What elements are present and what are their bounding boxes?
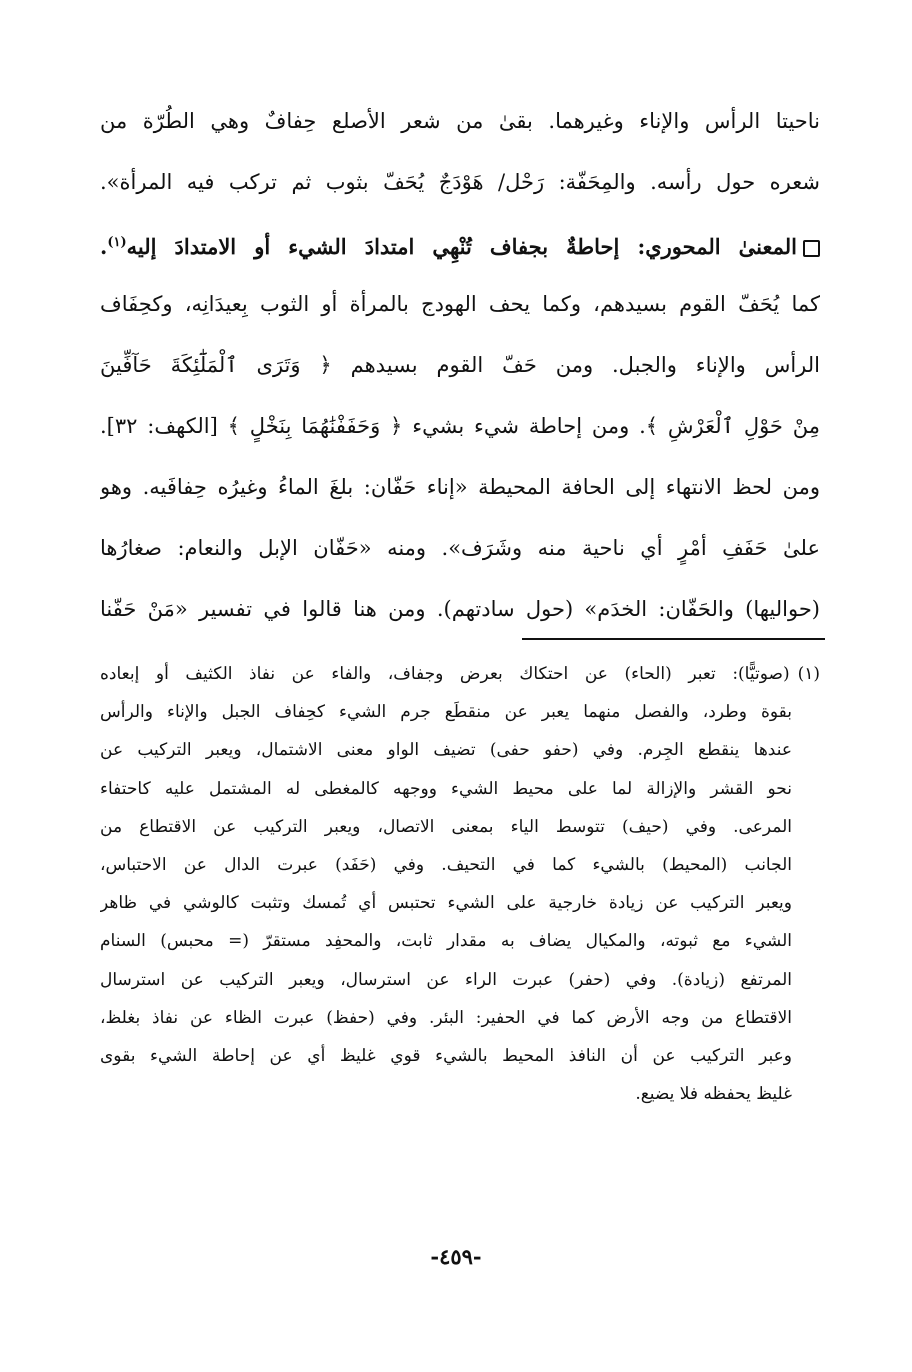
heading-label: المعنىٰ المحوري: <box>637 234 797 259</box>
main-line-4: الرأس والإناء والجبل. ومن حَفّ القوم بسيدهم ﴿ وَتَرَى ٱلْمَلَٰٓئِكَةَ حَآفِّينَ <box>100 353 820 377</box>
footnote-line-3: عندها ينقطع الجِرم. وفي (حفو حفى) تضيف الواو معنى الاشتمال، ويعبر التركيب عن <box>100 740 792 761</box>
central-meaning-heading: المعنىٰ المحوري: إحاطةٌ بجفاف تُنْهِي امتدادَ الشيء أو الامتدادَ إليه$^{(١)}$. <box>100 218 820 279</box>
footnote-line-8: الشيء مع ثبوته، والمكيال يضاف به مقدار ثابت، والمحفِد مستقرّ (= محبس) السنام <box>100 931 792 952</box>
footnote-line-1-text: (صوتيًّا): تعبر (الحاء) عن احتكاك بعرض وجفاف، والفاء عن نفاذ الكثيف أو إبعاده <box>100 664 790 684</box>
main-text <box>100 96 820 645</box>
main-line-6: ومن لحظ الانتهاء إلى الحافة المحيطة «إناء حَفّان: بلغَ الماءُ وغيرُه حِفافَيه. وهو <box>100 475 820 499</box>
footnote-line-7: ويعبر التركيب عن زيادة خارجية على الشيء تحتبس أي تُمسك وتثبت كالوشي في ظاهر <box>100 893 792 914</box>
main-line-2: شعره حول رأسه. والمِحَفّة: رَحْل/ هَوْدَجٌ يُحَفّ بثوب ثم تركب فيه المرأة». <box>100 170 820 194</box>
footnote-line-9: المرتفع (زيادة). وفي (حفر) عبرت الراء عن استرسال، ويعبر التركيب عن استرسال <box>100 969 792 990</box>
square-box-icon <box>803 240 820 257</box>
footnote-line-1 <box>100 658 820 696</box>
footnote-line-2: بقوة وطرد، والفصل منهما يعبر عن منقطَع جرم الشيء كحِفاف الجبل والإناء والرأس <box>100 702 792 723</box>
main-line-1: ناحيتا الرأس والإناء وغيرهما. بقىٰ من شعر الأصلع حِفافٌ وهي الطُرّة من <box>100 109 820 133</box>
page-number: -٤٥٩- <box>430 1244 482 1269</box>
main-line-3: كما يُحَفّ القوم بسيدهم، وكما يحف الهودج بالمرأة أو الثوب بِعيدَانِه، وكحِفَاف <box>100 292 820 316</box>
heading-text: إحاطةٌ بجفاف تُنْهِي امتدادَ الشيء أو الامتدادَ إليه <box>126 234 620 259</box>
footnote-line-6: الجانب (المحيط) بالشيء كما في التحيف. وفي (حَفَد) عبرت الدال عن الاحتباس، <box>100 854 792 875</box>
footnote-line-12: غليظ يحفظه فلا يضيع. <box>635 1084 792 1105</box>
footnote-line-4: نحو القشر والإزالة لما على محيط الشيء ووجهه كالمغطى له المشتمل عليه كاحتفاء <box>100 778 792 799</box>
footnote-line-5: المرعى. وفي (حيف) تتوسط الياء بمعنى الاتصال، ويعبر التركيب عن الاقتطاع من <box>100 816 792 837</box>
footnotes <box>100 658 820 1116</box>
main-line-7: علىٰ حَفَفِ أمْرٍ أي ناحية منه وشَرَف». ومنه «حَفّان الإبل والنعام: صغارُها <box>100 536 820 560</box>
footnote-line-10: الاقتطاع من وجه الأرض كما في الحفير: البئر. وفي (حفظ) عبرت الظاء عن نفاذ بغلظ، <box>100 1007 792 1028</box>
footnote-number: (١) <box>797 664 820 684</box>
footnote-reference: (١) <box>107 235 127 250</box>
main-line-5: مِنْ حَوْلِ ٱلْعَرْشِ ﴾. ومن إحاطة شيء بشيء ﴿ وَحَفَفْنَٰهُمَا بِنَخْلٍ ﴾ [الكهف: ٣٢]. <box>100 414 820 438</box>
main-line-8: (حواليها) والحَفّان: الخدَم» (حول سادتهم). ومن هنا قالوا في تفسير «مَنْ حَفّنا <box>100 597 820 621</box>
footnote-divider <box>522 638 825 640</box>
footnote-line-11: وعبر التركيب عن أن النافذ المحيط بالشيء قوي غليظ أي عن إحاطة الشيء بقوى <box>100 1045 792 1066</box>
